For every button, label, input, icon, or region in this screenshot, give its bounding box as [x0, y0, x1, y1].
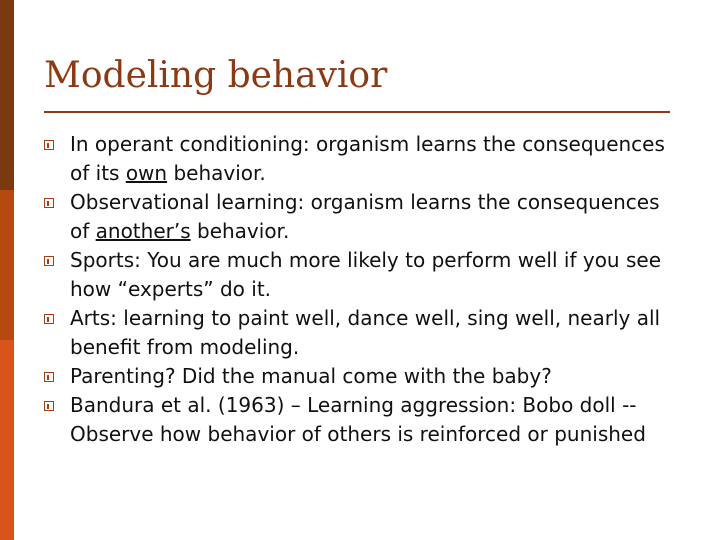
- square-bullet-icon: [44, 372, 54, 382]
- bullet-text-pre: Observational learning: organism learns the consequences of: [70, 190, 660, 243]
- bullet-text-post: behavior.: [167, 161, 266, 185]
- sidebar-segment-bottom: [0, 340, 14, 540]
- list-item: [44, 362, 684, 391]
- bullet-text: Parenting? Did the manual come with the baby?: [70, 364, 552, 388]
- list-item: [44, 391, 684, 449]
- square-bullet-icon: [44, 198, 54, 208]
- list-item: [44, 188, 684, 246]
- list-item: [44, 130, 684, 188]
- square-bullet-icon: [44, 314, 54, 324]
- bullet-text: Sports: You are much more likely to perform well if you see how “experts” do it.: [70, 248, 661, 301]
- sidebar-accent-bar: [0, 0, 14, 540]
- sidebar-segment-top: [0, 0, 14, 190]
- bullet-text: Bandura et al. (1963) – Learning aggression: Bobo doll -- Observe how behavior of others is reinforced or punished: [70, 393, 646, 446]
- square-bullet-icon: [44, 256, 54, 266]
- bullet-text-pre: In operant conditioning: organism learns the consequences of its: [70, 132, 665, 185]
- list-item: [44, 304, 684, 362]
- list-item: [44, 246, 684, 304]
- sidebar-segment-middle: [0, 190, 14, 340]
- title-divider: [44, 111, 670, 113]
- slide-title: Modeling behavior: [44, 55, 388, 96]
- bullet-text-post: behavior.: [190, 219, 290, 243]
- bullet-text-emphasis: own: [125, 161, 168, 185]
- bullet-text-emphasis: another’s: [95, 219, 191, 243]
- bullet-list: [44, 130, 684, 449]
- bullet-text: Arts: learning to paint well, dance well, sing well, nearly all benefit from modeling.: [70, 306, 661, 359]
- square-bullet-icon: [44, 401, 54, 411]
- square-bullet-icon: [44, 140, 54, 150]
